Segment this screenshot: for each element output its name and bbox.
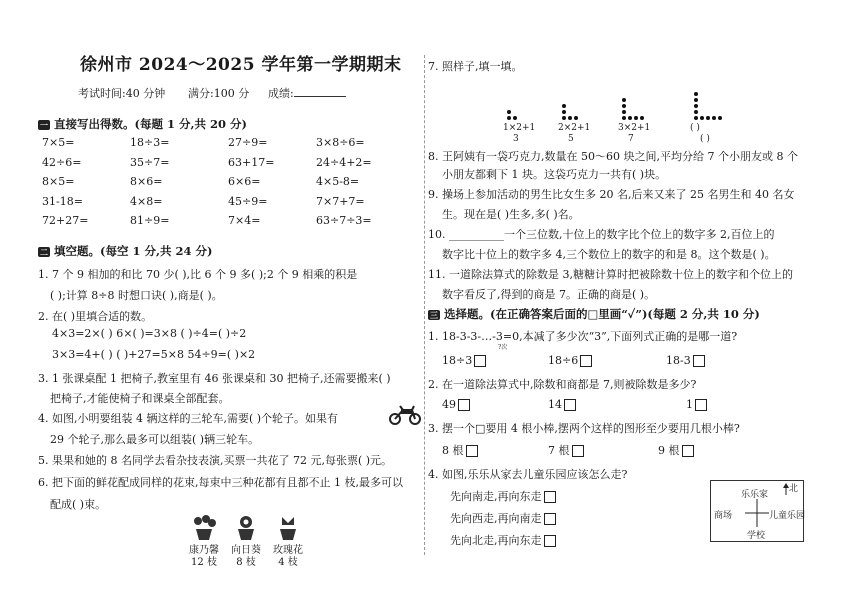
pattern-result: 3 [513, 134, 519, 144]
choice3-box-b[interactable] [572, 445, 584, 457]
choice2-question: 2. 在一道除法算式中,除数和商都是 7,则被除数是多少? [428, 378, 697, 391]
choice2-box-c[interactable] [695, 399, 707, 411]
pattern-expression: 2×2+1 [558, 123, 591, 133]
arith-item: 4×8= [130, 194, 163, 208]
map-park: 儿童乐园 [769, 511, 806, 521]
rose-pot-icon [272, 515, 304, 541]
choice2-opt-b[interactable]: 14 [548, 398, 576, 411]
pattern-dot [622, 104, 626, 108]
fill-q2: 2. 在( )里填合适的数。 [38, 310, 153, 323]
choice4-question: 4. 如图,乐乐从家去儿童乐园应该怎么走? [428, 468, 628, 481]
fill-q1-line2: ( );计算 8÷8 时想口诀( ),商是( )。 [50, 289, 223, 302]
pattern-expression[interactable]: ( ) [690, 123, 700, 133]
north-arrow-icon [783, 483, 789, 495]
choice3-box-c[interactable] [682, 445, 694, 457]
fill-q4-line2: 29 个轮子,那么最多可以组装( )辆三轮车。 [50, 433, 260, 446]
choice3-opt-a[interactable]: 8 根 [442, 442, 478, 458]
choice4-box-a[interactable] [544, 491, 556, 503]
dot-pattern-2 [558, 72, 598, 142]
page-divider [424, 55, 425, 555]
direction-map [710, 480, 804, 542]
pattern-dot [718, 116, 722, 120]
flower-group [188, 515, 308, 585]
pattern-dot [574, 116, 578, 120]
fill-q3-line1: 3. 1 张课桌配 1 把椅子,教室里有 46 张课桌和 30 把椅子,还需要搬来( ) [38, 372, 391, 385]
pattern-dot [706, 116, 710, 120]
arith-item: 45÷9= [228, 194, 268, 208]
fill-q5: 5. 果果和她的 8 名同学去看杂技表演,买票一共花了 72 元,每张票( )元。 [38, 454, 393, 467]
flower-rose [272, 515, 304, 569]
pattern-result[interactable]: ( ) [700, 134, 710, 144]
fill-q4-line1: 4. 如图,小明要组装 4 辆这样的三轮车,需要( )个轮子。如果有 [38, 412, 339, 425]
arith-item: 4×5-8= [316, 175, 360, 188]
choice4-opt-c[interactable]: 先向北走,再向东走 [450, 532, 556, 548]
pattern-dot [622, 98, 626, 102]
section3-heading: 三 选择题。(在正确答案后面的□里画“✓”)(每题 2 分,共 10 分) [430, 307, 760, 321]
arith-item: 8×5= [42, 175, 75, 188]
q11-line1: 11. 一道除法算式的除数是 3,糖糖计算时把被除数十位上的数字和个位上的 [428, 268, 793, 281]
choice2-box-a[interactable] [458, 399, 470, 411]
q8-line1: 8. 王阿姨有一袋巧克力,数量在 50～60 块之间,平均分给 7 个小朋友或 8 个 [428, 150, 798, 163]
choice1-box-b[interactable] [580, 355, 592, 367]
pattern-dot [694, 92, 698, 96]
arith-item: 35÷7= [130, 155, 170, 169]
pattern-dot [507, 116, 511, 120]
arith-item: 18÷3= [130, 136, 170, 149]
fill-q6-line2: 配成( )束。 [50, 498, 107, 511]
choice2-box-b[interactable] [564, 399, 576, 411]
q11-line2: 数字看反了,得到的商是 7。正确的商是( )。 [442, 288, 656, 301]
arith-item: 31-18= [42, 194, 83, 208]
map-home: 乐乐家 [741, 490, 769, 500]
pattern-dot [700, 116, 704, 120]
pattern-dot [712, 116, 716, 120]
grade-blank[interactable] [294, 96, 346, 97]
pattern-dot [640, 116, 644, 120]
tricycle-icon [388, 404, 422, 426]
choice2-opt-a[interactable]: 49 [442, 398, 470, 411]
choice1-subnote: ?次 [498, 344, 508, 351]
arith-item: 63+17= [228, 155, 275, 169]
left-page [38, 0, 418, 608]
pattern-dot [694, 116, 698, 120]
north-label: 北 [789, 484, 799, 494]
dot-pattern-4 [690, 72, 730, 142]
choice3-box-a[interactable] [466, 445, 478, 457]
pattern-result: 5 [568, 134, 574, 144]
pattern-result: 7 [628, 134, 634, 144]
pattern-expression: 3×2+1 [618, 123, 651, 133]
choice1-box-c[interactable] [693, 355, 705, 367]
dot-pattern-3 [618, 72, 658, 142]
carnation-count: 12 枝 [191, 557, 217, 568]
pattern-dot [568, 116, 572, 120]
carnation-pot-icon [188, 515, 220, 541]
arith-item: 6×6= [228, 175, 261, 188]
pattern-dot [513, 116, 517, 120]
rose-count: 4 枝 [278, 557, 298, 568]
pattern-dot [628, 116, 632, 120]
q8-line2: 小朋友都剩下 1 块。这袋巧克力一共有( )块。 [442, 168, 667, 181]
choice1-box-a[interactable] [474, 355, 486, 367]
flower-sunflower [230, 515, 262, 569]
q10-line1: 10. __________一个三位数,十位上的数字比个位上的数字多 2,百位上的 [428, 228, 775, 241]
choice1-question: 1. 18-3-3-…-3=0,本减了多少次“3”,下面列式正确的是哪一道? [428, 330, 738, 343]
exam-time: 考试时间:40 分钟 [78, 87, 166, 100]
pattern-dot [562, 110, 566, 114]
carnation-name: 康乃馨 [189, 545, 219, 556]
choice4-opt-b[interactable]: 先向西走,再向南走 [450, 510, 556, 526]
pattern-dot [694, 104, 698, 108]
fill-q1-line1: 1. 7 个 9 相加的和比 70 少( ),比 6 个 9 多( );2 个 9 相乘的积是 [38, 268, 358, 281]
flower-carnation [188, 515, 220, 569]
pattern-dot [507, 110, 511, 114]
pattern-dot [634, 116, 638, 120]
fill-q6-line1: 6. 把下面的鲜花配成同样的花束,每束中三种花都有且都不止 1 枝,最多可以 [38, 476, 403, 489]
choice4-box-c[interactable] [544, 535, 556, 547]
q7-prompt: 7. 照样子,填一填。 [428, 60, 523, 73]
dot-pattern-1 [503, 72, 543, 142]
rose-name: 玫瑰花 [273, 545, 303, 556]
pattern-dot [622, 110, 626, 114]
section1-heading: 一 直接写出得数。(每题 1 分,共 20 分) [40, 117, 247, 131]
arith-item: 42÷6= [42, 155, 82, 169]
arith-item: 81÷9= [130, 214, 170, 227]
sunflower-name: 向日葵 [231, 545, 261, 556]
arith-item: 7×7+7= [316, 194, 365, 208]
exam-score: 满分:100 分 [188, 87, 250, 100]
choice1-opt-a[interactable]: 18÷3 [442, 354, 486, 367]
arith-item: 24÷4+2= [316, 155, 372, 169]
exam-title: 徐州市 2024～2025 学年第一学期期末 [80, 55, 402, 75]
arith-item: 7×4= [228, 214, 261, 227]
right-page [428, 0, 818, 608]
arith-item: 7×5= [42, 136, 75, 149]
map-school: 学校 [747, 531, 766, 541]
pattern-dot [562, 116, 566, 120]
choice4-opt-a[interactable]: 先向南走,再向东走 [450, 488, 556, 504]
sunflower-pot-icon [230, 515, 262, 541]
choice3-opt-b[interactable]: 7 根 [548, 442, 584, 458]
section2-heading: 二 填空题。(每空 1 分,共 24 分) [40, 244, 213, 258]
choice1-opt-c[interactable]: 18-3 [666, 354, 705, 367]
fill-q2-row2: 3×3=4+( ) ( )+27=5×8 54÷9=( )×2 [52, 348, 256, 361]
arith-item: 63÷7÷3= [316, 214, 372, 227]
choice1-opt-b[interactable]: 18÷6 [548, 354, 592, 367]
q9-line2: 生。现在是( )生多,多( )名。 [442, 208, 580, 221]
grade-label: 成绩: [268, 85, 346, 101]
arith-item: 3×8÷6= [316, 136, 365, 149]
arith-item: 8×6= [130, 175, 163, 188]
choice2-opt-c[interactable]: 1 [686, 398, 707, 411]
q9-line1: 9. 操场上参加活动的男生比女生多 20 名,后来又来了 25 名男生和 40 名女 [428, 188, 795, 201]
pattern-dot [694, 110, 698, 114]
choice3-question: 3. 摆一个□要用 4 根小棒,摆两个这样的图形至少要用几根小棒? [428, 422, 740, 435]
pattern-dot [622, 116, 626, 120]
q10-line2: 数字比十位上的数字多 4,三个数位上的数字的和是 8。这个数是( )。 [442, 248, 776, 261]
sunflower-count: 8 枝 [236, 557, 256, 568]
pattern-dot [562, 104, 566, 108]
fill-q3-line2: 把椅子,才能使椅子和课桌全部配套。 [50, 392, 230, 405]
choice3-opt-c[interactable]: 9 根 [658, 442, 694, 458]
arith-item: 27÷9= [228, 136, 268, 149]
arith-item: 72+27= [42, 214, 89, 227]
fill-q2-row1: 4×3=2×( ) 6×( )=3×8 ( )÷4=( )÷2 [52, 327, 247, 340]
choice4-box-b[interactable] [544, 513, 556, 525]
pattern-expression: 1×2+1 [503, 123, 536, 133]
pattern-dot [694, 98, 698, 102]
map-mall: 商场 [714, 511, 733, 521]
